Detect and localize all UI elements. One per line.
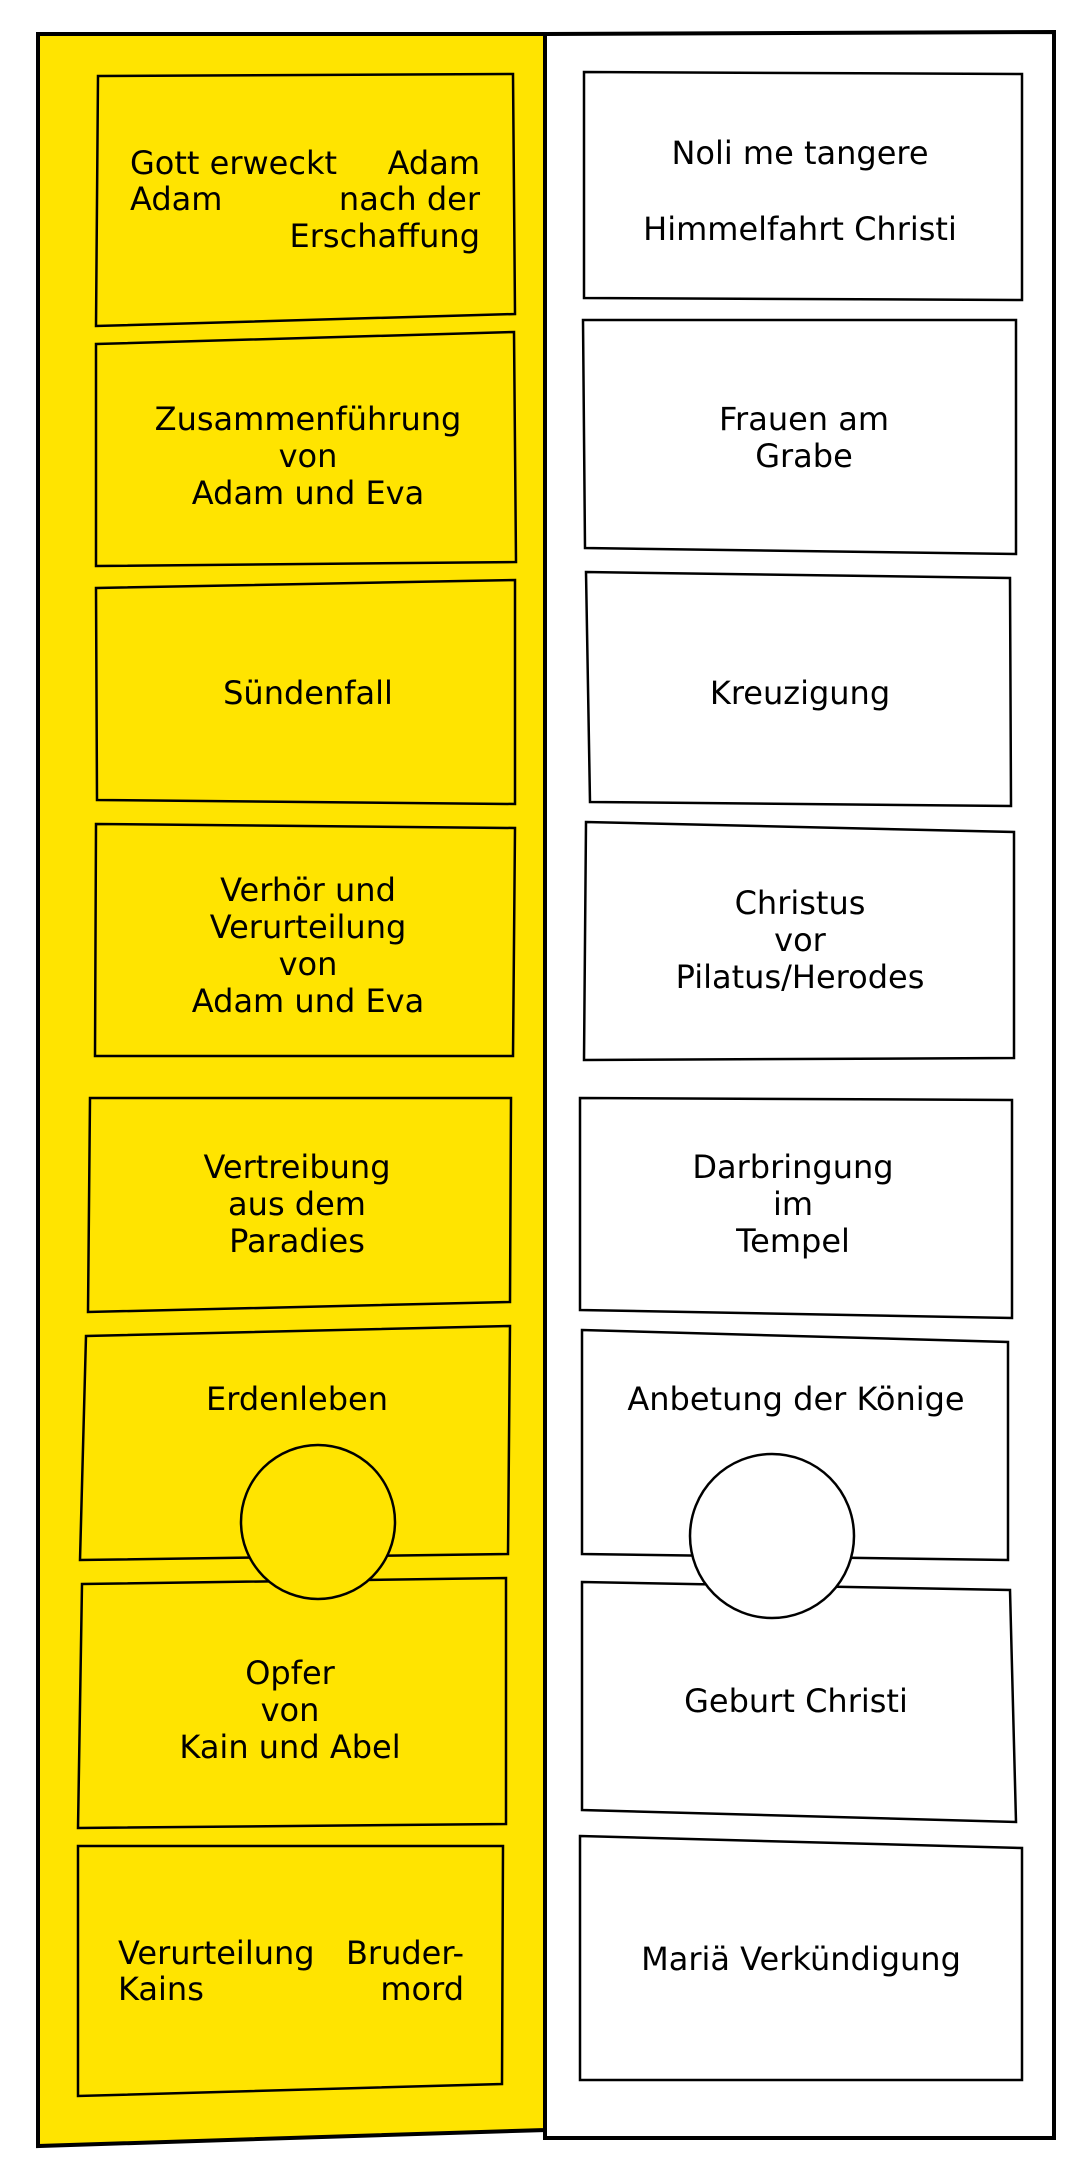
panel-label: Mariä Verkündigung — [641, 1940, 961, 1978]
panel-label: aus dem — [228, 1185, 366, 1223]
panel-label: Frauen am — [718, 400, 890, 438]
right-panel-2 — [583, 320, 1016, 554]
panel-label: Geburt Christi — [684, 1682, 908, 1720]
panel-label: mord — [380, 1970, 464, 2008]
left-panel-8 — [78, 1846, 503, 2096]
panel-label: Adam — [130, 180, 223, 218]
panel-label: Bruder- — [345, 1934, 464, 1972]
panel-label: Tempel — [736, 1222, 850, 1260]
panel-label: von — [278, 437, 338, 475]
panel-label: Erschaffung — [289, 217, 480, 255]
panel-label: Sündenfall — [223, 674, 393, 712]
right-panel-7 — [582, 1582, 1016, 1822]
panel-label: Zusammenführung — [154, 400, 462, 438]
panel-label: im — [772, 1185, 814, 1223]
panel-label: Anbetung der Könige — [627, 1380, 965, 1418]
panel-label: Kreuzigung — [709, 674, 891, 712]
right-panel-3 — [586, 572, 1011, 806]
panel-label: Adam und Eva — [191, 474, 425, 512]
right-panel-1 — [584, 72, 1022, 300]
panel-label: nach der — [338, 180, 480, 218]
right-panel-5 — [580, 1098, 1012, 1318]
panel-label: Noli me tangere — [671, 134, 929, 172]
panel-label: Verurteilung — [209, 908, 407, 946]
panel-label: Adam und Eva — [191, 982, 425, 1020]
panel-label: von — [260, 1691, 320, 1729]
panel-label: vor — [774, 921, 826, 959]
panel-label: Pilatus/Herodes — [675, 958, 925, 996]
left-panel-3 — [96, 580, 515, 804]
left-medallion-circle — [241, 1445, 395, 1599]
left-panel-4 — [95, 824, 515, 1056]
right-medallion-circle — [690, 1454, 854, 1618]
panel-label: Kains — [118, 1970, 204, 2008]
panel-label: Christus — [734, 884, 866, 922]
panel-label: Darbringung — [692, 1148, 894, 1186]
panel-label: von — [278, 945, 338, 983]
left-panel-7 — [78, 1578, 506, 1828]
panel-label: Paradies — [229, 1222, 365, 1260]
left-panel-1 — [96, 74, 515, 326]
panel-label: Opfer — [245, 1654, 335, 1692]
panel-label: Adam — [387, 144, 480, 182]
right-panel-8 — [580, 1836, 1022, 2080]
panel-label: Himmelfahrt Christi — [643, 210, 957, 248]
panel-label: Verhör und — [220, 871, 396, 909]
panel-label: Gott erweckt — [130, 144, 338, 182]
left-panel-5 — [88, 1098, 511, 1312]
panel-label: Kain und Abel — [179, 1728, 401, 1766]
panel-label: Verurteilung — [118, 1934, 315, 1972]
left-panel-2 — [96, 332, 516, 566]
panel-label: Grabe — [755, 437, 853, 475]
panel-label: Erdenleben — [206, 1380, 388, 1418]
right-panel-4 — [584, 822, 1014, 1060]
panel-label: Vertreibung — [203, 1148, 391, 1186]
